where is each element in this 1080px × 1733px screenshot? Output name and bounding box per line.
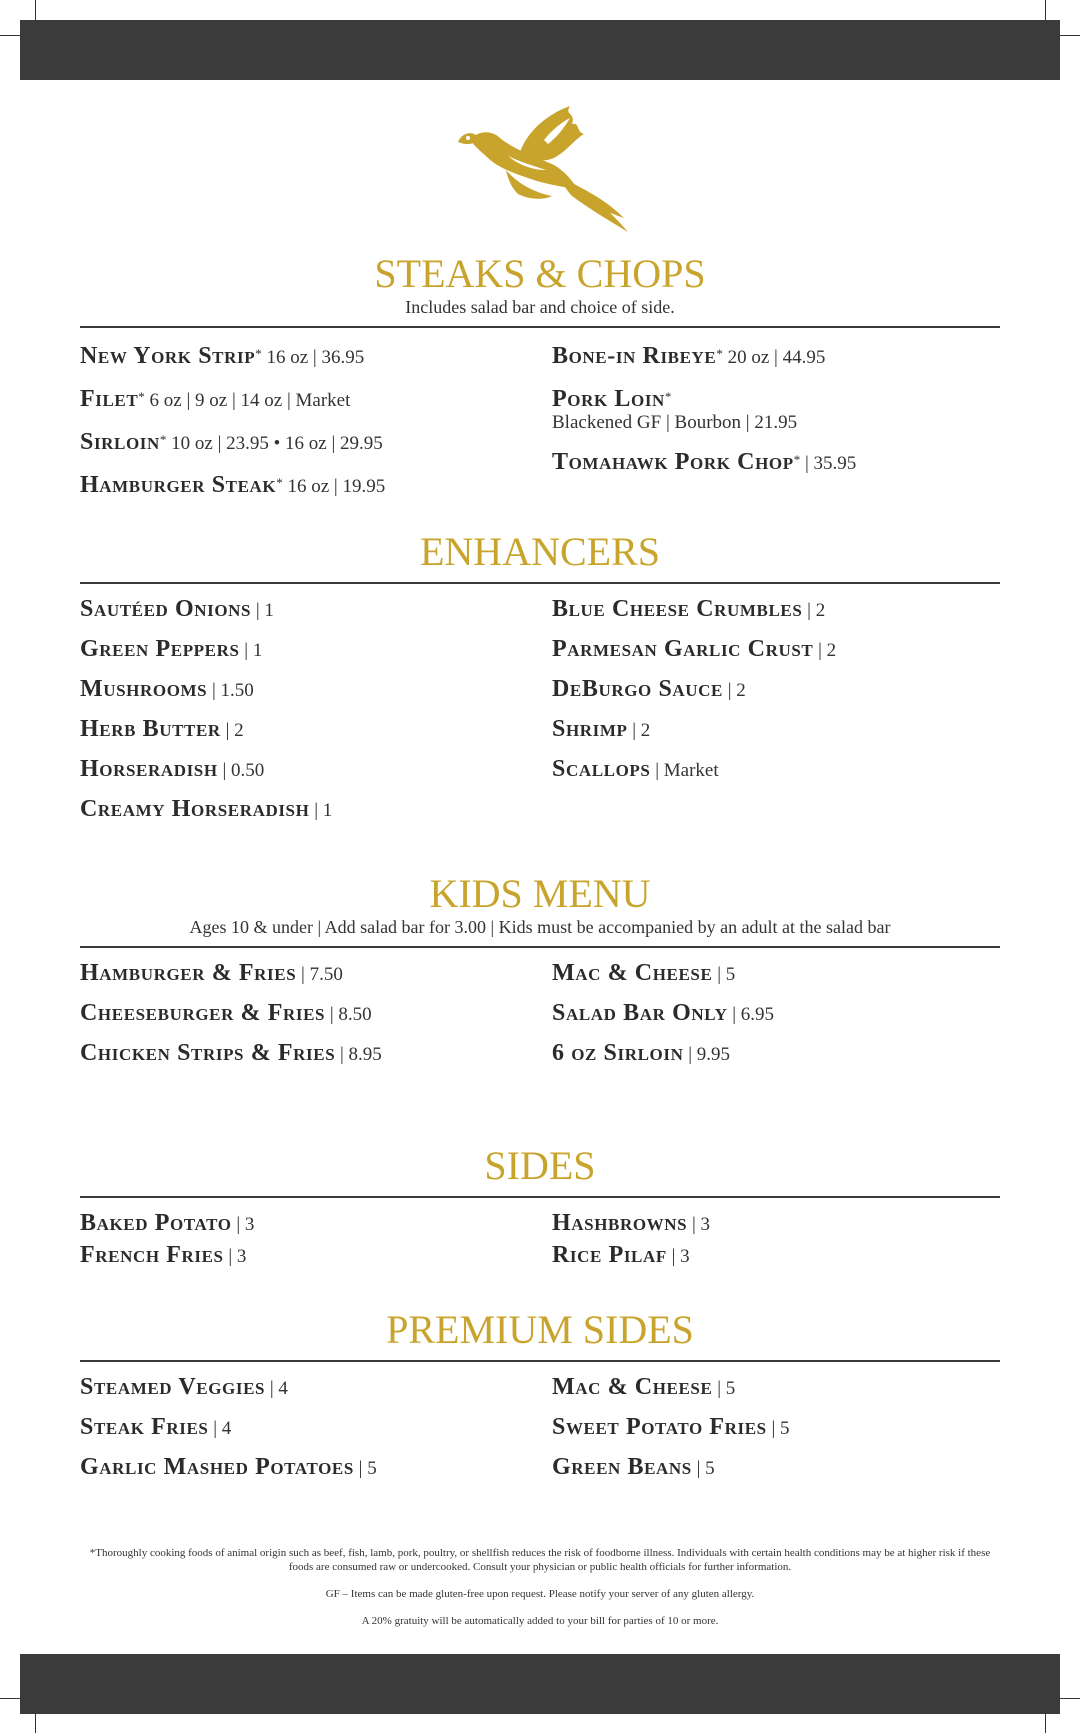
menu-item: Mac & Cheese | 5 bbox=[552, 960, 736, 986]
premium-sides-section bbox=[80, 1308, 1000, 1494]
menu-item: Scallops | Market bbox=[552, 756, 719, 782]
food-safety-disclaimer: *Thoroughly cooking foods of animal origin such as beef, fish, lamb, pork, poultry, or shellfish reduces the risk of foodborne illness. Individuals with certain health conditions may be at higher risk if these foods are consumed raw or undercooked. Consult your physician or public health officials for further information. bbox=[89, 1547, 991, 1573]
crop-mark bbox=[1058, 35, 1080, 36]
menu-item: Green Peppers | 1 bbox=[80, 636, 263, 662]
menu-item: Chicken Strips & Fries | 8.95 bbox=[80, 1040, 382, 1066]
menu-item: Rice Pilaf | 3 bbox=[552, 1242, 690, 1268]
menu-item: New York Strip* 16 oz | 36.95 bbox=[80, 343, 365, 369]
menu-item: Hamburger Steak* 16 oz | 19.95 bbox=[80, 472, 386, 498]
premium-left-column bbox=[80, 1374, 552, 1494]
menu-item: Mushrooms | 1.50 bbox=[80, 676, 254, 702]
kids-section bbox=[80, 872, 1000, 1080]
pheasant-logo-icon bbox=[448, 100, 638, 240]
menu-item: Mac & Cheese | 5 bbox=[552, 1374, 736, 1400]
menu-item: Creamy Horseradish | 1 bbox=[80, 796, 333, 822]
menu-item: Garlic Mashed Potatoes | 5 bbox=[80, 1454, 377, 1480]
menu-item: Steak Fries | 4 bbox=[80, 1414, 232, 1440]
enhancers-right-column bbox=[552, 596, 1000, 836]
menu-item: Horseradish | 0.50 bbox=[80, 756, 265, 782]
section-divider bbox=[80, 1196, 1000, 1198]
menu-item: Steamed Veggies | 4 bbox=[80, 1374, 288, 1400]
menu-item: Shrimp | 2 bbox=[552, 716, 651, 742]
section-title: ENHANCERS bbox=[419, 529, 661, 574]
sides-section bbox=[80, 1144, 1000, 1274]
section-title: PREMIUM SIDES bbox=[386, 1307, 694, 1352]
crop-mark bbox=[1045, 1711, 1046, 1733]
menu-item: Cheeseburger & Fries | 8.50 bbox=[80, 1000, 372, 1026]
menu-item: Salad Bar Only | 6.95 bbox=[552, 1000, 775, 1026]
crop-mark bbox=[0, 1698, 22, 1699]
sides-right-column bbox=[552, 1210, 1000, 1274]
footer-bar bbox=[20, 1654, 1060, 1714]
menu-item: Sautéed Onions | 1 bbox=[80, 596, 274, 622]
menu-item: 6 oz Sirloin | 9.95 bbox=[552, 1040, 731, 1066]
section-subtitle: Includes salad bar and choice of side. bbox=[405, 297, 675, 317]
gluten-free-note: GF – Items can be made gluten-free upon request. Please notify your server of any gluten allergy. bbox=[325, 1588, 755, 1600]
steaks-right-column bbox=[552, 340, 1000, 512]
kids-left-column bbox=[80, 960, 552, 1080]
section-divider bbox=[80, 1360, 1000, 1362]
menu-item: Pork Loin* Blackened GF | Bourbon | 21.95 bbox=[552, 383, 1000, 434]
crop-mark bbox=[35, 0, 36, 22]
menu-item: Bone-in Ribeye* 20 oz | 44.95 bbox=[552, 343, 826, 369]
crop-mark bbox=[1058, 1698, 1080, 1699]
section-divider bbox=[80, 946, 1000, 948]
menu-item: Hamburger & Fries | 7.50 bbox=[80, 960, 343, 986]
menu-item: Filet* 6 oz | 9 oz | 14 oz | Market bbox=[80, 386, 351, 412]
menu-item: Herb Butter | 2 bbox=[80, 716, 244, 742]
gratuity-note: A 20% gratuity will be automatically added to your bill for parties of 10 or more. bbox=[361, 1615, 719, 1627]
menu-item: Hashbrowns | 3 bbox=[552, 1210, 711, 1236]
section-title: KIDS MENU bbox=[429, 871, 651, 916]
enhancers-left-column bbox=[80, 596, 552, 836]
menu-item: Sirloin* 10 oz | 23.95 • 16 oz | 29.95 bbox=[80, 429, 383, 455]
steaks-left-column bbox=[80, 340, 552, 512]
kids-right-column bbox=[552, 960, 1000, 1080]
footer-notes bbox=[80, 1546, 1000, 1641]
section-divider bbox=[80, 326, 1000, 328]
menu-item: Baked Potato | 3 bbox=[80, 1210, 255, 1236]
section-divider bbox=[80, 582, 1000, 584]
header-bar bbox=[20, 20, 1060, 80]
crop-mark bbox=[1045, 0, 1046, 22]
steaks-section bbox=[80, 252, 1000, 512]
menu-item: Sweet Potato Fries | 5 bbox=[552, 1414, 790, 1440]
menu-item: Tomahawk Pork Chop* | 35.95 bbox=[552, 449, 857, 475]
premium-right-column bbox=[552, 1374, 1000, 1494]
menu-item: Green Beans | 5 bbox=[552, 1454, 715, 1480]
sides-left-column bbox=[80, 1210, 552, 1274]
crop-mark bbox=[35, 1711, 36, 1733]
section-title: STEAKS & CHOPS bbox=[374, 251, 706, 296]
menu-item: DeBurgo Sauce | 2 bbox=[552, 676, 746, 702]
section-subtitle: Ages 10 & under | Add salad bar for 3.00 | Kids must be accompanied by an adult at the salad bar bbox=[189, 917, 891, 937]
enhancers-section bbox=[80, 530, 1000, 836]
menu-item-options: Blackened GF | Bourbon | 21.95 bbox=[552, 412, 798, 433]
menu-item: Blue Cheese Crumbles | 2 bbox=[552, 596, 826, 622]
crop-mark bbox=[0, 35, 22, 36]
menu-item: French Fries | 3 bbox=[80, 1242, 247, 1268]
menu-item: Parmesan Garlic Crust | 2 bbox=[552, 636, 837, 662]
section-title: SIDES bbox=[484, 1143, 596, 1188]
